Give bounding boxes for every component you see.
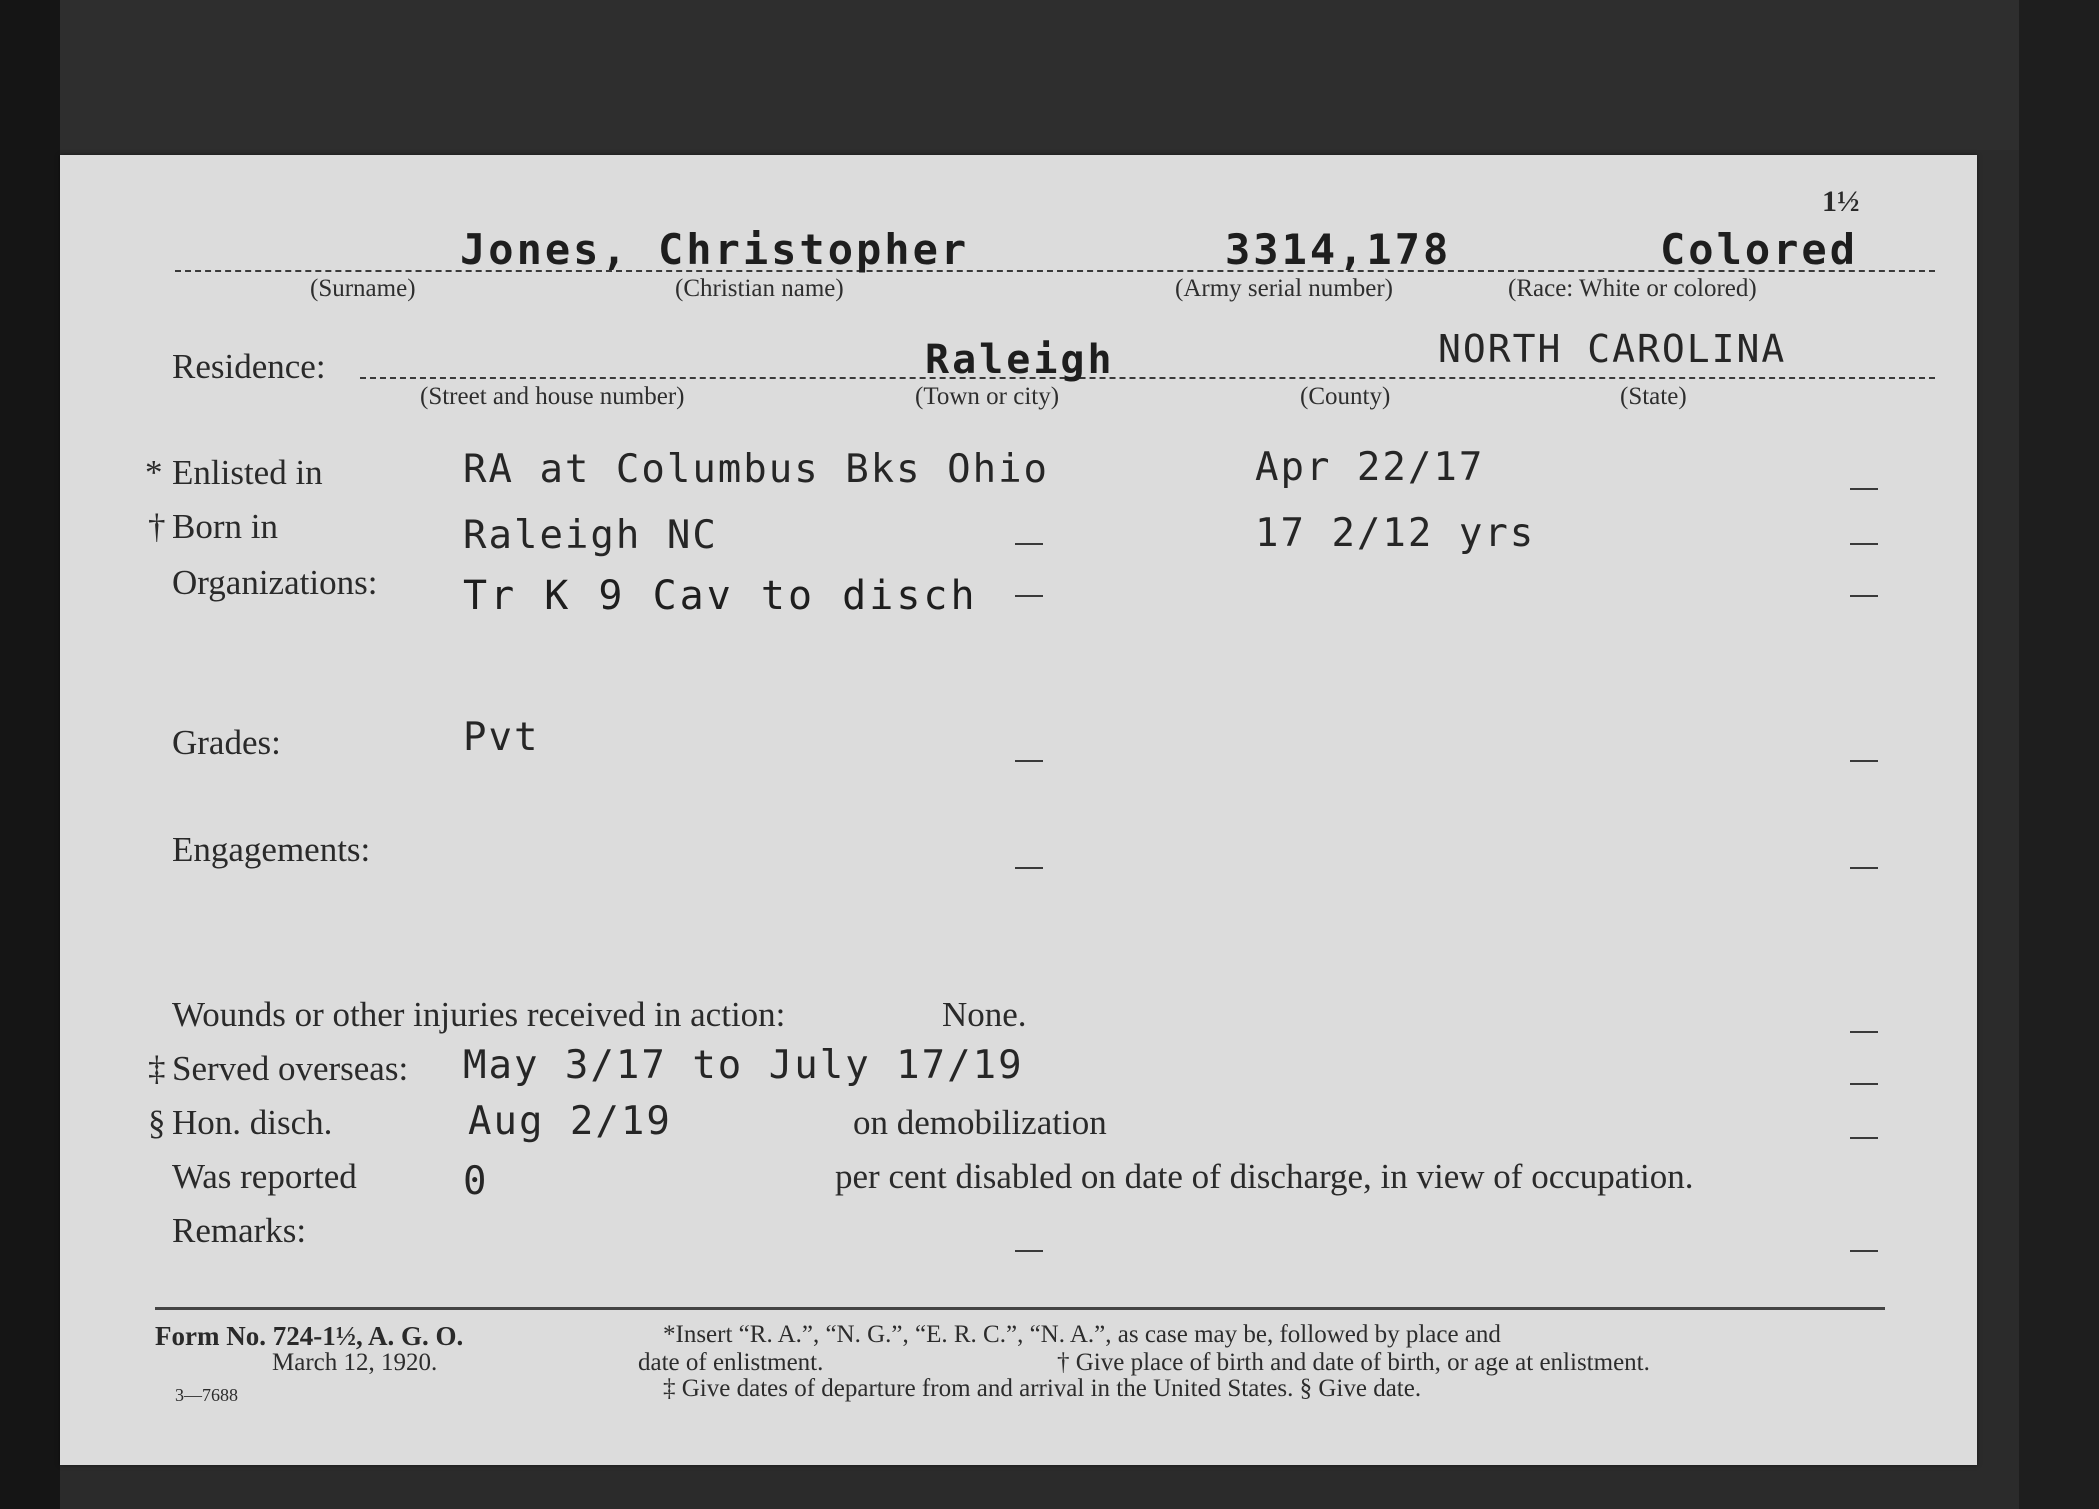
organizations-value: Tr K 9 Cav to disch (463, 573, 978, 619)
scan-background-left (0, 0, 60, 1509)
wounds-dash (1850, 1031, 1878, 1033)
disabled-percent-text: per cent disabled on date of discharge, in view of occupation. (835, 1157, 1694, 1196)
served-overseas-dash (1850, 1083, 1878, 1085)
enlisted-date-value: Apr 22/17 (1255, 445, 1485, 490)
enlisted-label: Enlisted in (172, 453, 323, 492)
born-mark: † (148, 507, 166, 546)
remarks-dash-mid (1015, 1250, 1043, 1252)
residence-line (360, 377, 1935, 379)
served-overseas-mark: ‡ (148, 1049, 166, 1088)
grades-dash-mid (1015, 760, 1043, 762)
organizations-dash-right (1850, 595, 1878, 597)
disabled-percent-value: 0 (463, 1159, 489, 1204)
born-place-value: Raleigh NC (463, 513, 718, 558)
state-caption: (State) (1620, 383, 1687, 410)
footnote-birth: † Give place of birth and date of birth, or age at enlistment. (1057, 1349, 1650, 1376)
grades-label: Grades: (172, 723, 281, 762)
hon-disch-date-value: Aug 2/19 (468, 1099, 672, 1144)
organizations-dash-mid (1015, 595, 1043, 597)
form-number: Form No. 724-1½, A. G. O. (155, 1321, 464, 1351)
serial-number-caption: (Army serial number) (1175, 275, 1393, 302)
was-reported-label: Was reported (172, 1157, 357, 1196)
serial-number-value: 3314,178 (1225, 225, 1452, 274)
hon-disch-label: Hon. disch. (172, 1103, 333, 1142)
wounds-label: Wounds or other injuries received in action: (172, 995, 786, 1034)
wounds-value: None. (942, 995, 1027, 1034)
race-value: Colored (1660, 225, 1859, 274)
residence-state-value: NORTH CAROLINA (1438, 327, 1787, 371)
hon-disch-note: on demobilization (853, 1103, 1107, 1142)
street-caption: (Street and house number) (420, 383, 685, 410)
served-overseas-value: May 3/17 to July 17/19 (463, 1043, 1024, 1088)
grades-value: Pvt (463, 715, 540, 760)
enlisted-dash (1850, 488, 1878, 490)
service-record-card (60, 155, 1977, 1465)
residence-label: Residence: (172, 347, 326, 386)
enlisted-place-value: RA at Columbus Bks Ohio (463, 447, 1050, 492)
born-dash-mid (1015, 543, 1043, 545)
surname-caption: (Surname) (310, 275, 416, 302)
residence-town-value: Raleigh (925, 337, 1115, 383)
footnote-overseas: ‡ Give dates of departure from and arrival in the United States. § Give date. (663, 1375, 1422, 1402)
hon-disch-mark: § (148, 1103, 166, 1142)
engagements-dash-right (1850, 867, 1878, 869)
race-caption: (Race: White or colored) (1508, 275, 1757, 302)
christian-name-caption: (Christian name) (675, 275, 844, 302)
scan-background-right (2019, 0, 2099, 1509)
footnote-enlistment-date: date of enlistment. (638, 1349, 824, 1376)
grades-dash-right (1850, 760, 1878, 762)
engagements-label: Engagements: (172, 830, 371, 869)
organizations-label: Organizations: (172, 563, 378, 602)
remarks-dash-right (1850, 1250, 1878, 1252)
town-caption: (Town or city) (915, 383, 1060, 410)
engagements-dash-mid (1015, 867, 1043, 869)
footer-rule (155, 1307, 1885, 1310)
form-date: March 12, 1920. (272, 1349, 438, 1376)
card-fraction: 1½ (1822, 185, 1860, 218)
form-code: 3—7688 (175, 1385, 238, 1405)
footnote-insert: *Insert “R. A.”, “N. G.”, “E. R. C.”, “N. A.”, as case may be, followed by place and (663, 1321, 1501, 1348)
scan-background-top (0, 0, 2099, 150)
county-caption: (County) (1300, 383, 1391, 410)
name-value: Jones, Christopher (460, 225, 970, 274)
remarks-label: Remarks: (172, 1211, 307, 1250)
born-age-value: 17 2/12 yrs (1255, 511, 1536, 556)
hon-disch-dash (1850, 1137, 1878, 1139)
served-overseas-label: Served overseas: (172, 1049, 409, 1088)
born-label: Born in (172, 507, 278, 546)
born-dash-right (1850, 543, 1878, 545)
enlisted-mark: * (145, 453, 163, 492)
